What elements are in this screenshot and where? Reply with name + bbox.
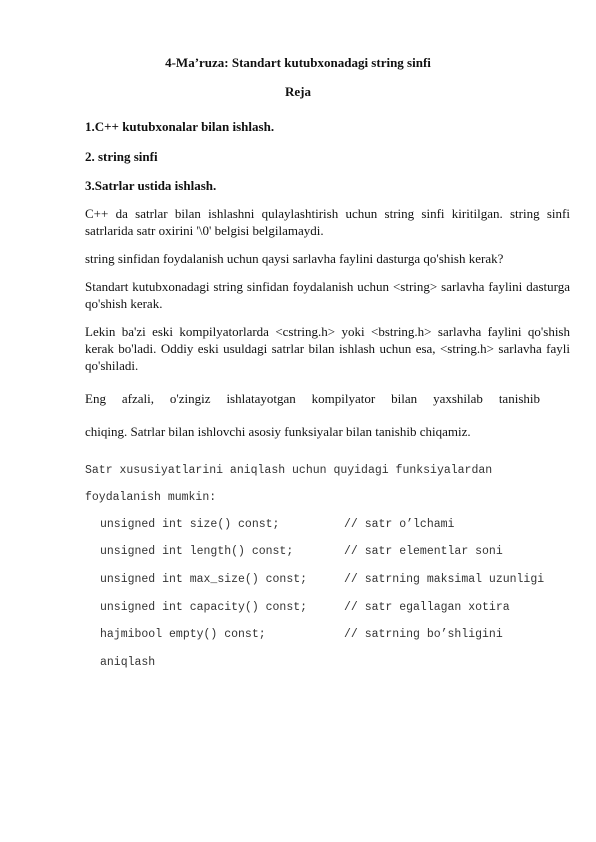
paragraph-advice-line1: Eng afzali, o'zingiz ishlatayotgan kompilyator bilan yaxshilab tanishib (85, 391, 540, 406)
plan-heading: Reja (285, 84, 311, 99)
plan-item-2: 2. string sinfi (85, 149, 158, 164)
code-intro-line1: Satr xususiyatlarini aniqlash uchun quyidagi funksiyalardan (85, 464, 493, 477)
code-comment-5: // satrning bo’shligini (344, 628, 503, 641)
paragraph-question: string sinfidan foydalanish uchun qaysi sarlavha faylini dasturga qo'shish kerak? (85, 251, 504, 266)
code-comment-1: // satr o’lchami (344, 518, 455, 531)
paragraph-advice-line2: chiqing. Satrlar bilan ishlovchi asosiy funksiyalar bilan tanishib chiqamiz. (85, 424, 471, 439)
code-tail: aniqlash (100, 656, 156, 669)
paragraph-old-compilers: Lekin ba'zi eski kompilyatorlarda <cstring.h> yoki <bstring.h> sarlavha faylini qo'shish kerak bo'ladi. Oddiy eski usuldagi satrlar bilan ishlash uchun esa, <string.h> sarlavha fayli qo'shiladi. (85, 324, 570, 373)
plan-item-1: 1.C++ kutubxonalar bilan ishlash. (85, 119, 275, 134)
paragraph-standard: Standart kutubxonadagi string sinfidan foydalanish uchun <string> sarlavha faylini dasturga qo'shish kerak. (85, 279, 570, 311)
code-line-4: unsigned int capacity() const; (100, 601, 308, 614)
page-title: 4-Ma’ruza: Standart kutubxonadagi string sinfi (165, 55, 431, 70)
paragraph-intro: C++ da satrlar bilan ishlashni qulaylashtirish uchun string sinfi kiritilgan. string sinfi satrlarida satr oxirini '\0' belgisi belgilamaydi. (85, 206, 570, 238)
code-line-1: unsigned int size() const; (100, 518, 280, 531)
code-line-5: hajmibool empty() const; (100, 628, 266, 641)
plan-item-3: 3.Satrlar ustida ishlash. (85, 178, 217, 193)
code-comment-2: // satr elementlar soni (344, 545, 503, 558)
code-line-3: unsigned int max_size() const; (100, 573, 308, 586)
code-comment-4: // satr egallagan xotira (344, 601, 510, 614)
code-intro-line2: foydalanish mumkin: (85, 491, 217, 504)
code-comment-3: // satrning maksimal uzunligi (344, 573, 545, 586)
code-line-2: unsigned int length() const; (100, 545, 294, 558)
